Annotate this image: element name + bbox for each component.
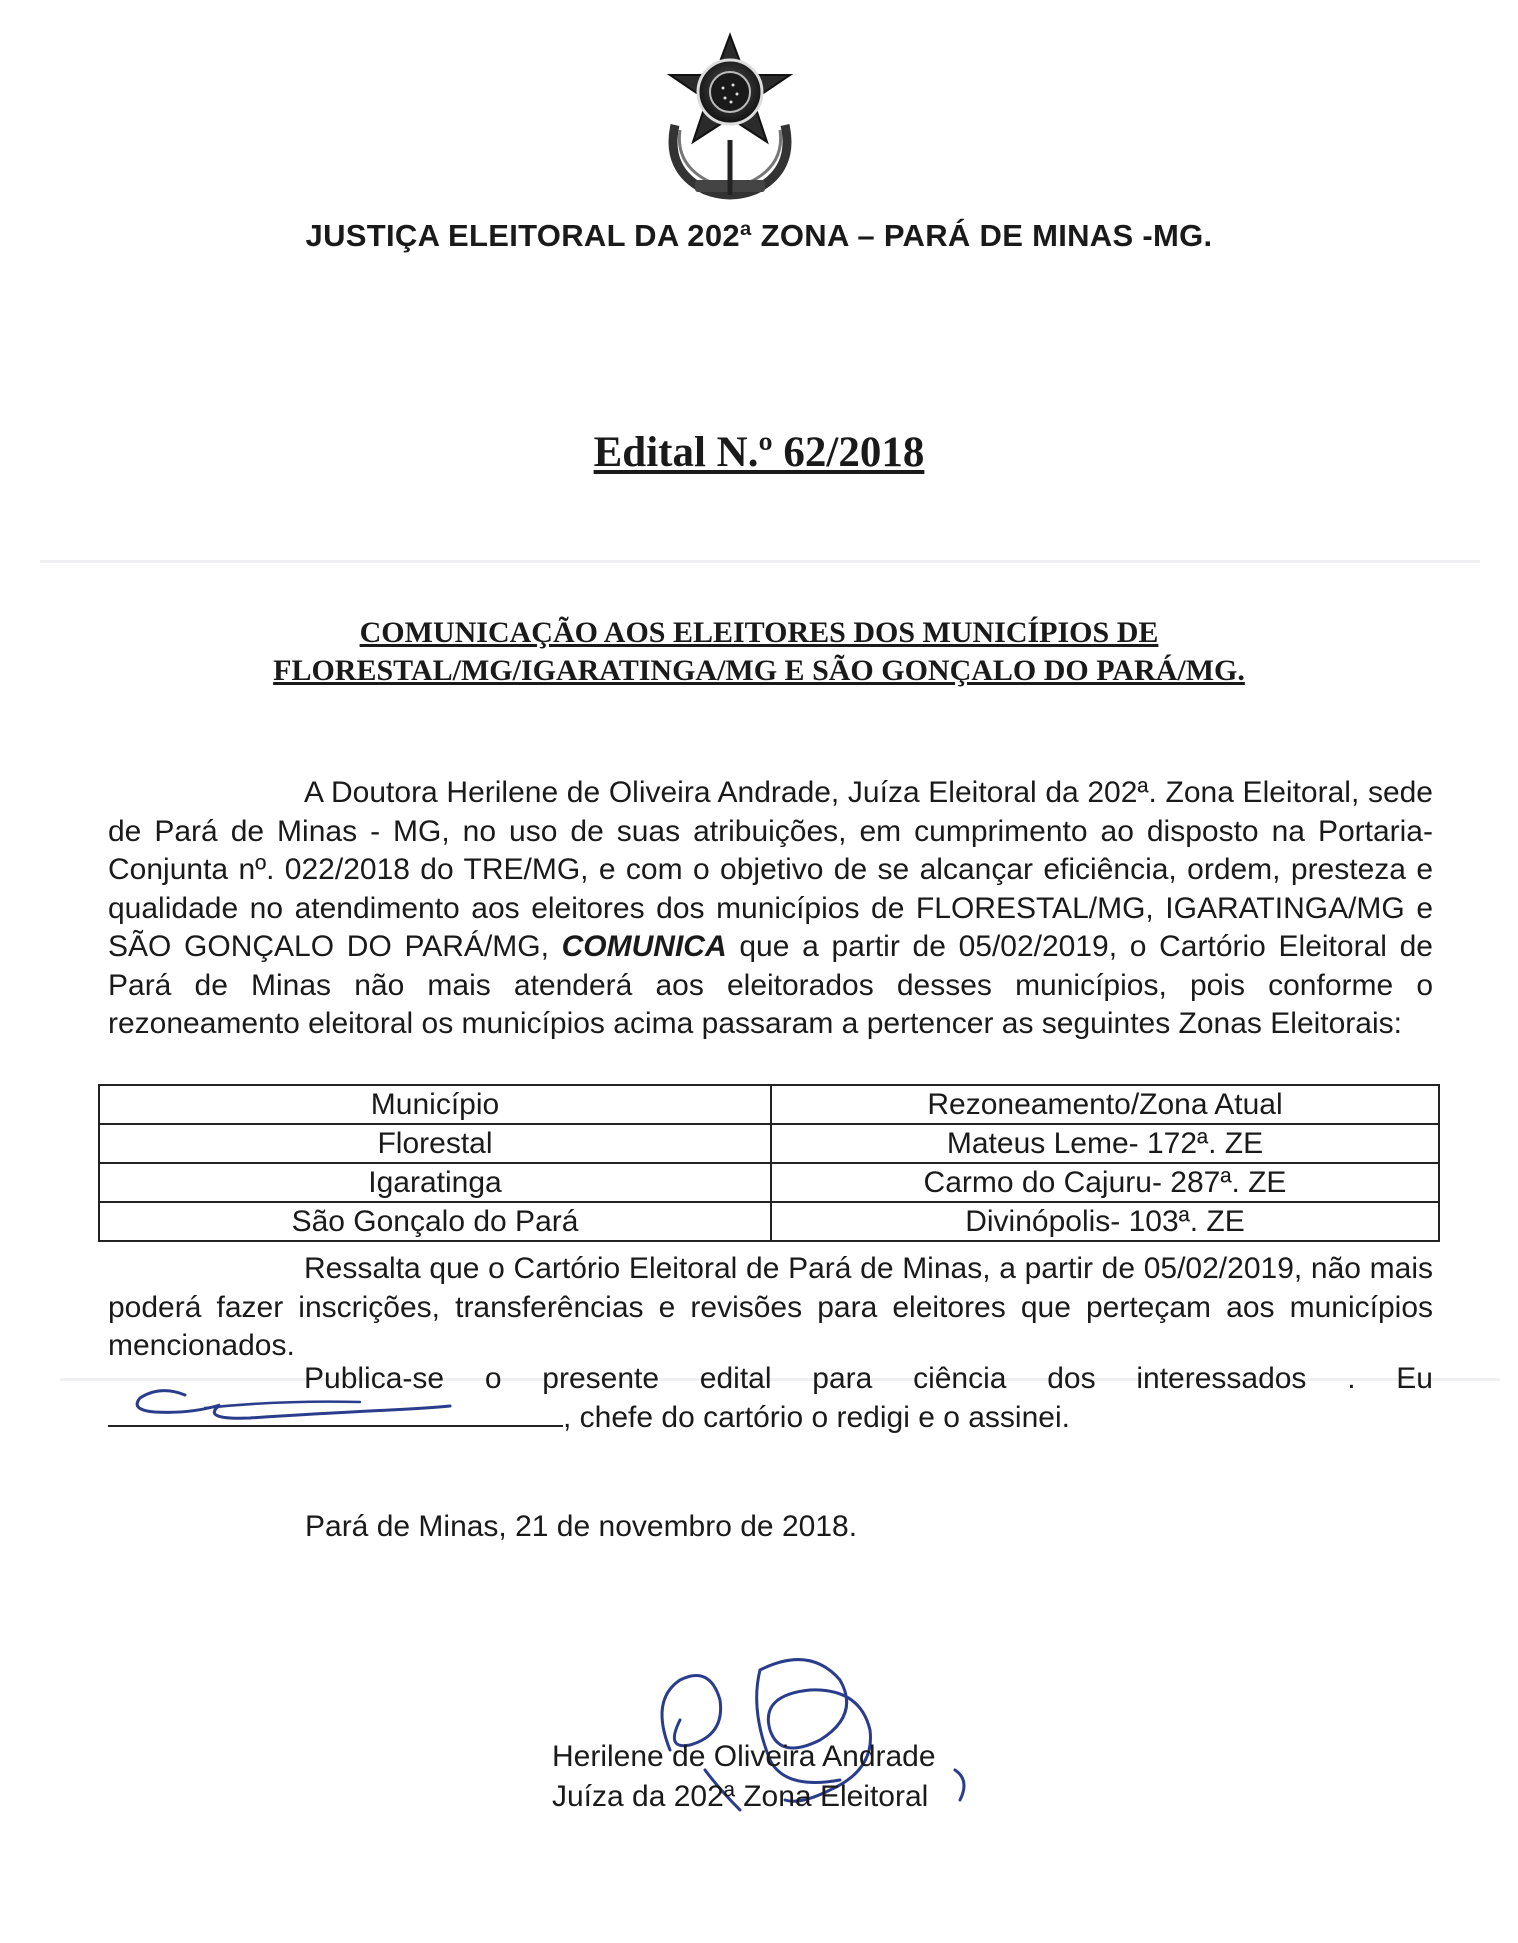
signature-block — [552, 1737, 1012, 1817]
coat-of-arms-seal-icon — [655, 30, 805, 205]
rezoning-table — [98, 1084, 1440, 1242]
clerk-signature-icon — [130, 1370, 460, 1430]
table-cell-municipio: Florestal — [99, 1124, 771, 1163]
table-header-municipio: Município — [99, 1085, 771, 1124]
comunica-emphasis: COMUNICA — [561, 930, 727, 963]
table-cell-zona: Divinópolis- 103ª. ZE — [771, 1202, 1439, 1241]
bleed-through-line — [40, 560, 1480, 563]
paragraph-1-text-after: que a partir de 05/02/2019, o Cartório Eleitoral de Pará de Minas não mais atenderá aos eleitorados desses municípios, pois conforme o rezoneamento eleitoral os municípios acima passaram a pertencer as seguintes Zonas Eleitorais: — [108, 930, 1433, 1040]
subject-line-2: FLORESTAL/MG/IGARATINGA/MG E SÃO GONÇALO DO PARÁ/MG. — [273, 654, 1245, 687]
table-cell-zona: Mateus Leme- 172ª. ZE — [771, 1124, 1439, 1163]
signatory-name: Herilene de Oliveira Andrade — [552, 1740, 936, 1773]
document-date: Pará de Minas, 21 de novembro de 2018. — [305, 1510, 858, 1543]
table-row — [99, 1202, 1439, 1241]
paragraph-announcement — [108, 774, 1433, 1044]
paragraph-1-text-before: A Doutora Herilene de Oliveira Andrade, Juíza Eleitoral da 202ª. Zona Eleitoral, sede de Pará de Minas - MG, no uso de suas atribuições, em cumprimento ao disposto na Portaria-Conjunta nº. 022/2018 do TRE/MG, e com o objetivo de se alcançar eficiência, ordem, presteza e qualidade no atendimento aos eleitores dos municípios de FLORESTAL/MG, IGARATINGA/MG e SÃO GONÇALO DO PARÁ/MG, — [108, 776, 1433, 963]
paragraph-2-text: Ressalta que o Cartório Eleitoral de Pará de Minas, a partir de 05/02/2019, não mais poderá fazer inscrições, transferências e revisões para eleitores que perteçam aos municípios mencionados. — [108, 1252, 1433, 1362]
table-row — [99, 1163, 1439, 1202]
court-header-title: JUSTIÇA ELEITORAL DA 202ª ZONA – PARÁ DE MINAS -MG. — [305, 218, 1213, 253]
signatory-role: Juíza da 202ª Zona Eleitoral — [552, 1780, 929, 1813]
paragraph-3-text-before: Publica-se o presente edital para ciência dos interessados . Eu — [304, 1362, 1433, 1395]
table-cell-zona: Carmo do Cajuru- 287ª. ZE — [771, 1163, 1439, 1202]
paragraph-restriction — [108, 1250, 1433, 1366]
table-row — [99, 1124, 1439, 1163]
paragraph-3-text-after: , chefe do cartório o redigi e o assinei. — [563, 1400, 1070, 1434]
table-header-row — [99, 1085, 1439, 1124]
subject-line-1: COMUNICAÇÃO AOS ELEITORES DOS MUNICÍPIOS DE — [359, 616, 1159, 649]
table-header-zona: Rezoneamento/Zona Atual — [771, 1085, 1439, 1124]
edital-number-title: Edital N.º 62/2018 — [593, 429, 925, 476]
table-cell-municipio: Igaratinga — [99, 1163, 771, 1202]
subject-heading — [0, 614, 1518, 690]
table-cell-municipio: São Gonçalo do Pará — [99, 1202, 771, 1241]
